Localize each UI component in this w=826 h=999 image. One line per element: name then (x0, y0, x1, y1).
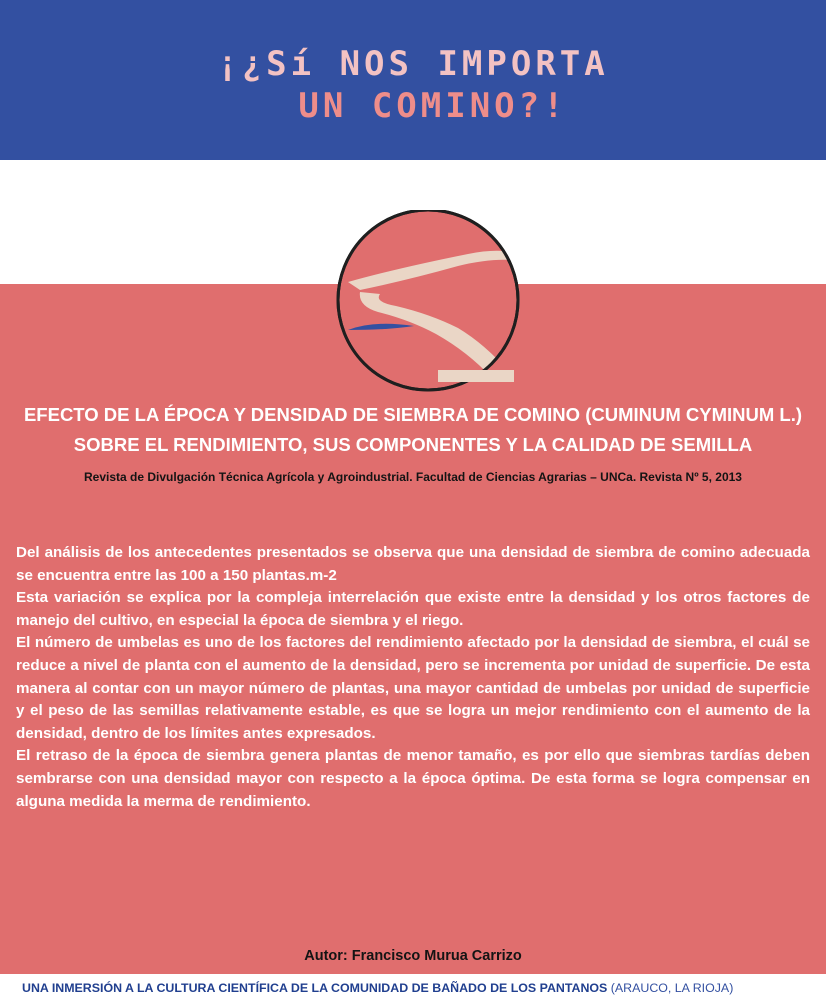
article-paragraph-2: Esta variación se explica por la compleja interrelación que existe entre la densidad y los otros factores de manejo del cultivo, en especial la época de siembra y el riego. (16, 589, 810, 629)
footer (22, 981, 812, 995)
footer-place: (ARAUCO, LA RIOJA) (610, 981, 734, 995)
footer-text: UNA INMERSIÓN A LA CULTURA CIENTÍFICA DE LA COMUNIDAD DE BAÑADO DE LOS PANTANOS (22, 981, 611, 995)
article-paragraph-3: El número de umbelas es uno de los factores del rendimiento afectado por la densidad de siembra, el cuál se reduce a nivel de planta con el aumento de la densidad, pero se incrementa por unidad de superficie. De esta manera al contar con un mayor número de plantas, una mayor cantidad de umbelas por unidad de superficie y el peso de las semillas relativamente estable, es que se logra un mejor rendimiento con el aumento de la densidad, dentro de los límites antes expresados. (16, 634, 810, 742)
article-title-line2: SOBRE EL RENDIMIENTO, SUS COMPONENTES Y LA CALIDAD DE SEMILLA (73, 434, 753, 455)
article-paragraph-1: Del análisis de los antecedentes presentados se observa que una densidad de siembra de comino adecuada se encuentra entre las 100 a 150 plantas.m-2 (16, 544, 810, 584)
header-title-line2: UN COMINO?! (298, 86, 568, 126)
header-band (0, 0, 826, 160)
article-source: Revista de Divulgación Técnica Agrícola y Agroindustrial. Facultad de Ciencias Agrarias – UNCa. Revista Nº 5, 2013 (84, 470, 742, 484)
article-title-line1: EFECTO DE LA ÉPOCA Y DENSIDAD DE SIEMBRA DE COMINO (CUMINUM CYMINUM L.) (23, 404, 803, 425)
header-title-line1: ¡¿Sí NOS IMPORTA (217, 44, 609, 84)
circle-road-logo-icon (318, 210, 540, 396)
article-author: Autor: Francisco Murua Carrizo (304, 948, 522, 964)
article-paragraph-4: El retraso de la época de siembra genera plantas de menor tamaño, es por ello que siembras tardías deben sembrarse con una densidad mayor con respecto a la época óptima. De esta forma se logra compensar en alguna medida la merma de rendimiento. (16, 747, 810, 810)
article-body (16, 542, 810, 813)
article-title (0, 400, 826, 460)
